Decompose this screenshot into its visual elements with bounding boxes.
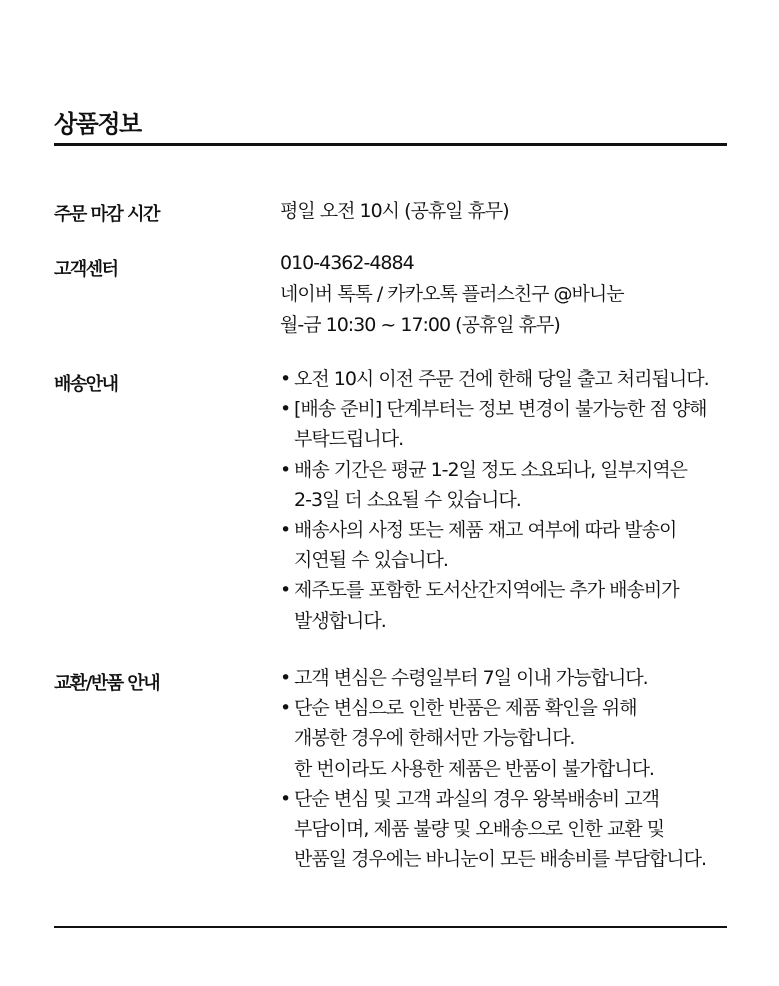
shipping-list [280, 364, 709, 636]
cs-messenger: 네이버 톡톡 / 카카오톡 플러스친구 @바니눈 [280, 283, 624, 305]
list-item-text: 발생합니다. [294, 609, 386, 632]
list-item-text: 지연될 수 있습니다. [294, 549, 448, 572]
section-title: 상품정보 [54, 110, 141, 138]
cs-label: 고객센터 [54, 259, 118, 280]
list-item [280, 455, 709, 515]
list-item-text: 단순 변심으로 인한 반품은 제품 확인을 위해 [294, 697, 637, 720]
list-item [280, 515, 709, 575]
cutoff-value: 평일 오전 10시 (공휴일 휴무) [280, 200, 509, 222]
returns-list [280, 663, 706, 874]
list-item [280, 663, 706, 693]
cs-hours: 월-금 10:30 ~ 17:00 (공휴일 휴무) [280, 314, 560, 336]
list-item-text: 2-3일 더 소요될 수 있습니다. [294, 488, 521, 511]
list-item [280, 394, 709, 454]
list-item-text: 부담이며, 제품 불량 및 오배송으로 인한 교환 및 [294, 818, 665, 841]
bullet-icon: • [280, 697, 291, 720]
list-item-text: 고객 변심은 수령일부터 7일 이내 가능합니다. [294, 667, 648, 689]
cutoff-label: 주문 마감 시간 [54, 204, 159, 225]
shipping-label: 배송안내 [54, 374, 118, 395]
list-item-text: 한 번이라도 사용한 제품은 반품이 불가합니다. [294, 757, 654, 780]
returns-label: 교환/반품 안내 [54, 673, 160, 694]
bullet-icon: • [280, 667, 291, 689]
bullet-icon: • [280, 519, 291, 542]
list-item-text: 개봉한 경우에 한해서만 가능합니다. [294, 727, 575, 750]
list-item [280, 784, 706, 875]
list-item [280, 693, 706, 784]
list-item-text: 부탁드립니다. [294, 428, 404, 451]
bottom-divider [54, 926, 727, 928]
list-item-text: 단순 변심 및 고객 과실의 경우 왕복배송비 고객 [294, 787, 660, 810]
bullet-icon: • [280, 368, 291, 390]
bullet-icon: • [280, 458, 291, 481]
top-divider [54, 143, 727, 146]
list-item-text: 제주도를 포함한 도서산간지역에는 추가 배송비가 [294, 579, 679, 602]
list-item [280, 575, 709, 635]
bullet-icon: • [280, 787, 291, 810]
list-item-text: 오전 10시 이전 주문 건에 한해 당일 출고 처리됩니다. [294, 368, 709, 390]
list-item-text: 배송사의 사정 또는 제품 재고 여부에 따라 발송이 [294, 519, 677, 542]
list-item-text: [배송 준비] 단계부터는 정보 변경이 불가능한 점 양해 [294, 398, 707, 421]
cs-info [280, 248, 624, 341]
list-item-text: 반품일 경우에는 바니눈이 모든 배송비를 부담합니다. [294, 848, 707, 871]
list-item [280, 364, 709, 394]
cs-phone: 010-4362-4884 [280, 252, 414, 274]
bullet-icon: • [280, 579, 291, 602]
list-item-text: 배송 기간은 평균 1-2일 정도 소요되나, 일부지역은 [294, 458, 688, 481]
bullet-icon: • [280, 398, 291, 421]
